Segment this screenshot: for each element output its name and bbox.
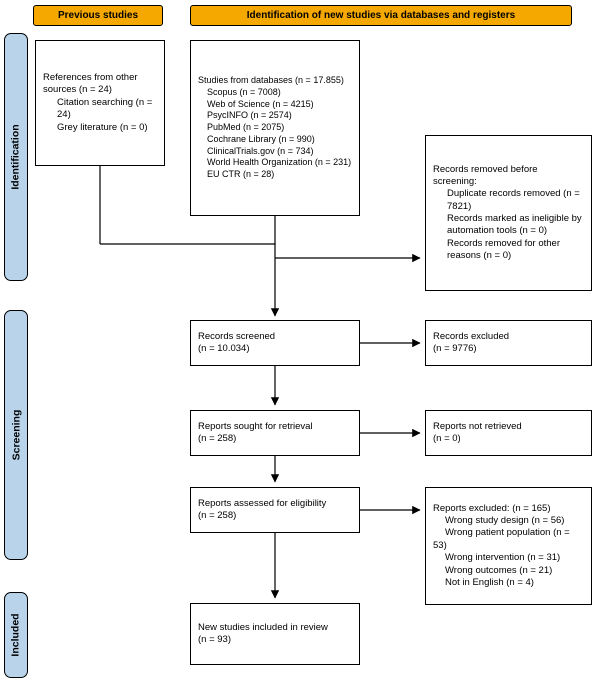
text-line: Wrong patient population (n = 53) [433, 527, 570, 551]
text-line: Web of Science (n = 4215) [207, 98, 314, 109]
text-line: Reports excluded: (n = 165) [433, 502, 551, 514]
box-records-excluded [425, 320, 592, 366]
text-line: Records marked as ineligible by automation tools (n = 0) [447, 213, 582, 237]
text-line: Grey literature (n = 0) [57, 121, 148, 133]
box-included-studies [190, 603, 360, 665]
box-reports-assessed [190, 487, 360, 533]
text-line: New studies included in review [198, 621, 328, 633]
text-line: Duplicate records removed (n = 7821) [447, 188, 580, 212]
stage-label-text: Identification [10, 124, 22, 190]
box-records-screened [190, 320, 360, 366]
text-line: (n = 9776) [433, 343, 477, 354]
text-line: Wrong outcomes (n = 21) [445, 564, 553, 576]
text-line: (n = 0) [433, 433, 461, 444]
text-line: Records removed for other reasons (n = 0) [447, 237, 560, 262]
header-previous-studies: Previous studies [33, 5, 163, 26]
stage-label-text: Included [10, 613, 23, 657]
header-new-studies: Identification of new studies via databases and registers [190, 5, 572, 26]
text-line: Records screened [198, 330, 276, 342]
box-databases [190, 40, 360, 216]
box-other-sources [35, 40, 165, 166]
text-line: Scopus (n = 7008) [207, 87, 281, 98]
text-line: (n = 93) [198, 634, 232, 645]
text-line: Records excluded [433, 330, 510, 342]
text-line: Not in English (n = 4) [445, 576, 534, 588]
text-line: Reports not retrieved [433, 420, 522, 432]
text-line: References from other sources (n = 24) [43, 72, 138, 96]
box-reports-not-retrieved [425, 410, 592, 456]
box-reports-excluded [425, 487, 592, 605]
text-line: PubMed (n = 2075) [207, 122, 285, 133]
text-line: PsycINFO (n = 2574) [207, 110, 292, 121]
text-line: Records removed before screening: [433, 163, 538, 187]
text-line: World Health Organization (n = 231) [207, 157, 352, 168]
text-line: Studies from databases (n = 17.855) [198, 75, 344, 86]
text-line: (n = 10.034) [198, 343, 250, 354]
stage-label-included [4, 592, 28, 678]
box-records-removed [425, 135, 592, 291]
text-line: Citation searching (n = 24) [57, 96, 153, 121]
stage-label-identification [4, 33, 28, 281]
text-line: (n = 258) [198, 510, 237, 521]
text-line: (n = 258) [198, 433, 237, 444]
text-line: Reports assessed for eligibility [198, 497, 327, 509]
text-line: Reports sought for retrieval [198, 420, 313, 432]
text-line: Wrong study design (n = 56) [445, 515, 565, 527]
text-line: EU CTR (n = 28) [207, 168, 275, 179]
box-reports-sought [190, 410, 360, 456]
text-line: Wrong intervention (n = 31) [445, 552, 561, 564]
text-line: ClinicalTrials.gov (n = 734) [207, 145, 314, 156]
stage-label-text: Screening [10, 409, 22, 461]
stage-label-screening [4, 310, 28, 560]
text-line: Cochrane Library (n = 990) [207, 133, 315, 144]
